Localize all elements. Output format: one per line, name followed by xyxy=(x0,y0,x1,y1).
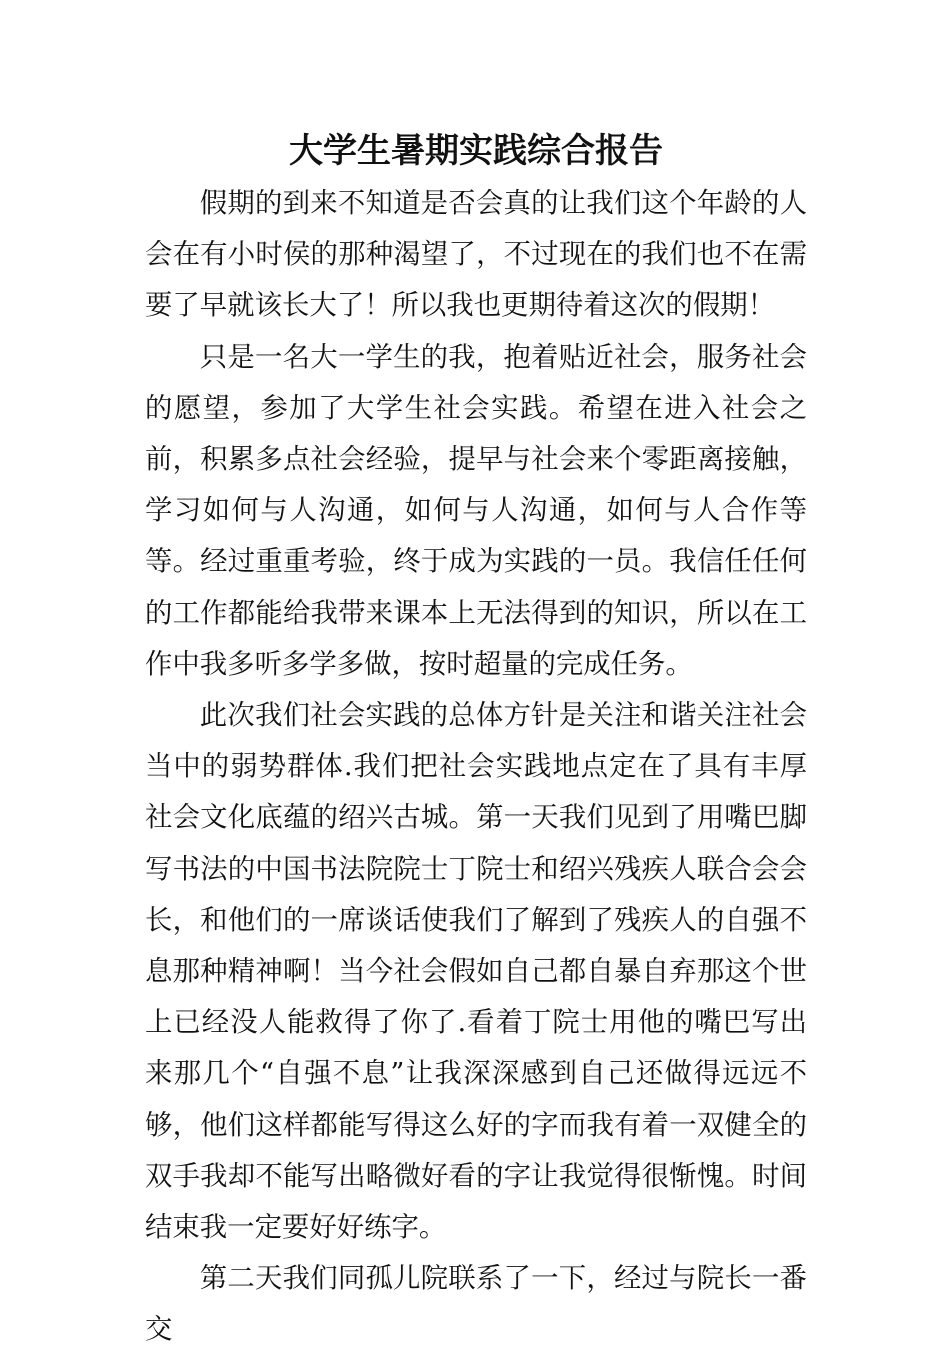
paragraph-4: 第二天我们同孤儿院联系了一下，经过与院长一番交 xyxy=(145,1263,807,1346)
document-title: 大学生暑期实践综合报告 xyxy=(289,131,663,171)
paragraph-3: 此次我们社会实践的总体方针是关注和谐关注社会当中的弱势群体.我们把社会实践地点定在了具有丰厚社会文化底蕴的绍兴古城。第一天我们见到了用嘴巴脚写书法的中国书法院院士丁院士和绍兴残疾人联合会会长，和他们的一席谈话使我们了解到了残疾人的自强不息那种精神啊！当今社会假如自己都自暴自弃那这个世上已经没人能救得了你了.看着丁院士用他的嘴巴写出来那几个“自强不息”让我深深感到自己还做得远远不够，他们这样都能写得这么好的字而我有着一双健全的双手我却不能写出略微好看的字让我觉得很惭愧。时间结束我一定要好好练字。 xyxy=(145,700,807,1244)
paragraph-2: 只是一名大一学生的我，抱着贴近社会，服务社会的愿望，参加了大学生社会实践。希望在进入社会之前，积累多点社会经验，提早与社会来个零距离接触，学习如何与人沟通，如何与人沟通，如何与人合作等等。经过重重考验，终于成为实践的一员。我信任任何的工作都能给我带来课本上无法得到的知识，所以在工作中我多听多学多做，按时超量的完成任务。 xyxy=(145,341,807,680)
document-body xyxy=(145,124,807,1356)
paragraph-1: 假期的到来不知道是否会真的让我们这个年龄的人会在有小时侯的那种渴望了，不过现在的我们也不在需要了早就该长大了！所以我也更期待着这次的假期！ xyxy=(145,188,807,322)
